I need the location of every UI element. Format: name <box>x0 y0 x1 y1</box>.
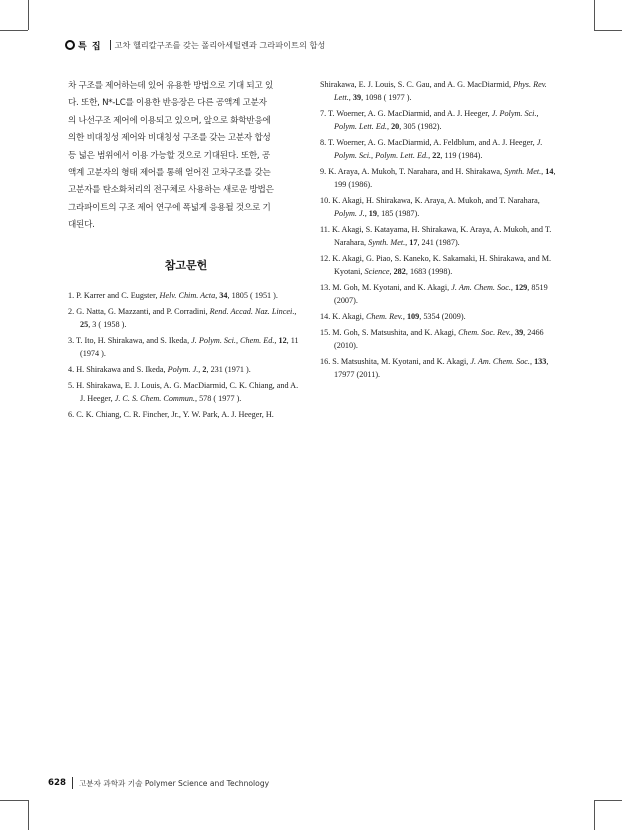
right-column <box>320 78 556 384</box>
body-line: 액계 고분자의 형태 제어를 통해 얻어진 고차구조를 갖는 <box>68 168 271 179</box>
reference-text: , 11 (1974 ). <box>80 335 299 358</box>
reference-text: , <box>194 393 200 403</box>
reference-text: ., <box>292 306 297 316</box>
reference-journal: Chem. Soc. Rev. <box>458 328 511 337</box>
reference-text: , 185 (1987). <box>376 209 420 218</box>
reference-journal: J. Polym. Sci., Polym. Lett. Ed. <box>334 138 543 160</box>
reference-text: , <box>405 238 410 247</box>
reference-journal: Helv. Chim. Acta <box>159 290 216 300</box>
reference-item <box>320 165 556 191</box>
reference-text: 9. K. Araya, A. Mukoh, T. Narahara, and H. Shirakawa, <box>320 167 505 176</box>
reference-list-left <box>68 289 304 421</box>
reference-text: 14. K. Akagi, <box>320 312 366 321</box>
reference-text: , <box>541 167 546 176</box>
reference-text: , 305 (1982). <box>399 122 442 131</box>
reference-item <box>68 379 304 405</box>
reference-item <box>320 326 556 352</box>
reference-text: , 2466 (2010). <box>334 328 544 350</box>
reference-text: , <box>348 93 353 102</box>
crop-mark <box>594 800 595 830</box>
page-number: 628 <box>48 778 66 788</box>
reference-volume: 109 <box>406 312 420 321</box>
crop-mark <box>28 0 29 30</box>
reference-text: 8. T. Woerner, A. G. MacDiarmid, A. Feldblum, and A. J. Heeger, <box>320 138 537 147</box>
reference-journal: Polym. J. <box>334 209 365 218</box>
reference-text: , 5354 (2009). <box>419 312 466 321</box>
reference-item <box>320 78 556 104</box>
reference-journal: J. Am. Chem. Soc. <box>451 283 511 292</box>
reference-item <box>68 363 304 376</box>
reference-text: 11. K. Akagi, S. Katayama, H. Shirakawa, K. Araya, A. Mukoh, and T. Narahara, <box>320 225 552 247</box>
reference-volume: 20 <box>391 122 400 131</box>
reference-text: , <box>274 335 279 345</box>
body-line: 그라파이트의 구조 제어 연구에 폭넓게 응용될 것으로 기 <box>68 202 271 213</box>
reference-item <box>320 355 556 381</box>
reference-volume: 129 <box>514 283 528 292</box>
body-line: 의 나선구조 제어에 이용되고 있으며, 앞으로 화학반응에 <box>68 115 271 126</box>
reference-text: , 1098 ( 1977 ). <box>361 93 412 102</box>
reference-item <box>320 310 556 323</box>
bullet-icon <box>65 40 75 50</box>
reference-journal: J. C. S. Chem. Commun. <box>114 393 195 403</box>
reference-text: , 241 (1987). <box>417 238 460 247</box>
reference-text: 3. T. Ito, H. Shirakawa, and S. Ikeda, <box>68 335 192 345</box>
reference-text: 13. M. Goh, M. Kyotani, and K. Akagi, <box>320 283 452 292</box>
reference-text: 2. G. Natta, G. Mazzanti, and P. Corradini, <box>68 306 210 316</box>
crop-mark <box>594 0 595 30</box>
reference-text: , 231 (1971 ). <box>206 364 251 374</box>
reference-volume: 17 <box>409 238 418 247</box>
reference-journal: J. Polym. Sci., Chem. Ed. <box>191 335 275 345</box>
crop-mark <box>594 800 622 801</box>
reference-volume: 22 <box>432 151 441 160</box>
reference-journal: Rend. Accad. Naz. Lincei <box>209 306 293 316</box>
reference-text: , 17977 (2011). <box>334 357 549 379</box>
references-heading: 참고문헌 <box>164 258 208 272</box>
reference-item <box>320 223 556 249</box>
body-line: 의한 비대칭성 제어와 비대칭성 구조를 갖는 고분자 합성 <box>68 133 271 144</box>
crop-mark <box>0 800 28 801</box>
left-column <box>68 78 304 424</box>
reference-text: , <box>510 283 515 292</box>
body-line: 등 넓은 범위에서 이용 가능할 것으로 기대된다. 또한, 공 <box>68 150 270 161</box>
reference-text: , <box>402 312 407 321</box>
reference-text: , 1805 ( 1951 ). <box>227 290 278 300</box>
reference-volume: 14 <box>545 167 554 176</box>
section-label: 특 집 <box>78 41 102 52</box>
reference-text: , <box>510 328 515 337</box>
reference-item <box>320 252 556 278</box>
body-line: 대된다. <box>68 220 95 231</box>
reference-text: , 3 ( 1958 ). <box>88 319 127 329</box>
reference-text: , <box>386 122 392 131</box>
reference-text: , <box>428 151 433 160</box>
reference-item <box>320 136 556 162</box>
reference-text: 16. S. Matsushita, M. Kyotani, and K. Akagi, <box>320 357 471 366</box>
reference-item <box>68 289 304 302</box>
reference-volume: 25 <box>80 319 89 329</box>
reference-journal: J. Am. Chem. Soc. <box>470 357 530 366</box>
reference-journal: Phys. Rev. Lett. <box>334 80 547 102</box>
reference-volume: 12 <box>278 335 287 345</box>
reference-text: , <box>198 364 203 374</box>
reference-text: 7. T. Woerner, A. G. MacDiarmid, and A. J. Heeger, <box>320 109 492 118</box>
reference-text: , <box>389 267 394 276</box>
reference-item <box>68 305 304 331</box>
body-line: 고분자를 탄소화처리의 전구체로 사용하는 새로운 방법은 <box>68 185 274 196</box>
journal-name: 고분자 과학과 기술 Polymer Science and Technology <box>78 778 270 788</box>
reference-text: 578 ( 1977 ). <box>199 393 242 403</box>
running-header <box>65 38 595 52</box>
reference-text: 12. K. Akagi, G. Piao, S. Kaneko, K. Sakamaki, H. Shirakawa, and M. Kyotani, <box>320 254 552 276</box>
reference-text: 10. K. Akagi, H. Shirakawa, K. Araya, A. Mukoh, and T. Narahara, <box>320 196 540 205</box>
reference-list-right <box>320 78 556 381</box>
reference-text: 15. M. Goh, S. Matsushita, and K. Akagi, <box>320 328 459 337</box>
reference-volume: 2 <box>202 364 207 374</box>
body-line: 차 구조를 제어하는데 있어 유용한 방법으로 기대 되고 있 <box>68 81 274 91</box>
reference-journal: Chem. Rev. <box>365 312 403 321</box>
reference-volume: 39 <box>514 328 524 337</box>
header-title: 고차 헬리칼구조를 갖는 폴리아세틸렌과 그라파이트의 합성 <box>114 39 326 50</box>
reference-text: , <box>529 357 535 366</box>
page-footer <box>48 776 269 790</box>
body-paragraph <box>68 78 304 235</box>
reference-text: 6. C. K. Chiang, C. R. Fincher, Jr., Y. W. Park, A. J. Heeger, H. <box>68 409 274 419</box>
reference-item <box>68 408 304 421</box>
reference-item <box>320 107 556 133</box>
crop-mark <box>0 30 28 31</box>
reference-text: , 8519 (2007). <box>334 283 548 305</box>
reference-text: 5. H. Shirakawa, E. J. Louis, A. G. MacDiarmid, C. K. Chiang, and A. J. Heeger, <box>68 380 299 403</box>
reference-journal: Polym. J. <box>167 364 199 374</box>
reference-journal: Synth. Met. <box>368 238 406 247</box>
reference-volume: 19 <box>368 209 377 218</box>
body-line: 다. 또한, N*-LC를 이용한 반응장은 다른 공액계 고분자 <box>68 98 267 109</box>
reference-item <box>320 281 556 307</box>
reference-volume: 133 <box>534 357 547 366</box>
reference-text: , 1683 (1998). <box>405 267 453 276</box>
footer-divider <box>72 777 73 789</box>
reference-volume: 39 <box>352 93 362 102</box>
reference-text: , 119 (1984). <box>440 151 483 160</box>
reference-text: , 199 (1986). <box>334 167 556 189</box>
reference-text: 1. P. Karrer and C. Eugster, <box>68 290 160 300</box>
reference-volume: 282 <box>393 267 406 276</box>
reference-item <box>68 334 304 360</box>
header-divider <box>110 40 111 50</box>
reference-text: , <box>364 209 369 218</box>
reference-journal: Synth. Met. <box>504 167 542 176</box>
reference-text: , <box>215 290 220 300</box>
reference-text: Shirakawa, E. J. Louis, S. C. Gau, and A. G. MacDiarmid, <box>320 80 514 89</box>
crop-mark <box>28 800 29 830</box>
reference-journal: J. Polym. Sci., Polym. Lett. Ed. <box>334 109 539 131</box>
reference-text: 4. H. Shirakawa and S. Ikeda, <box>68 364 168 374</box>
reference-volume: 34 <box>219 290 228 300</box>
crop-mark <box>594 30 622 31</box>
reference-journal: Science <box>364 267 390 276</box>
reference-item <box>320 194 556 220</box>
